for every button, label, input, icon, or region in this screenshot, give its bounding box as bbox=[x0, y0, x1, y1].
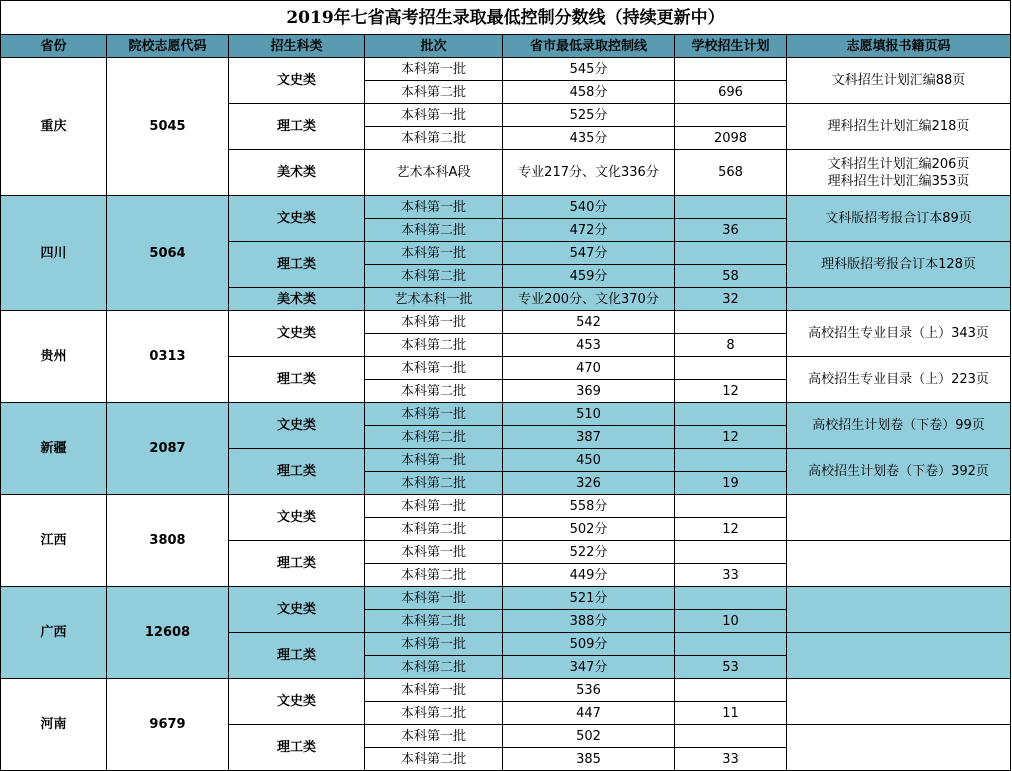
school-code: 3808 bbox=[107, 495, 229, 587]
column-header: 省份 bbox=[0, 35, 107, 58]
province-name: 重庆 bbox=[0, 58, 107, 196]
score-cell: 专业200分、文化370分 bbox=[503, 288, 675, 311]
school-code: 0313 bbox=[107, 311, 229, 403]
plan-cell bbox=[675, 58, 787, 81]
plan-cell: 12 bbox=[675, 380, 787, 403]
plan-cell: 11 bbox=[675, 702, 787, 725]
category-name: 文史类 bbox=[229, 58, 365, 104]
book-page-line: 高校招生计划卷（下卷）99页 bbox=[812, 418, 985, 433]
score-cell: 509分 bbox=[503, 633, 675, 656]
score-cell: 502分 bbox=[503, 518, 675, 541]
category-name: 理工类 bbox=[229, 449, 365, 495]
category-name: 理工类 bbox=[229, 633, 365, 679]
school-code: 5064 bbox=[107, 196, 229, 311]
school-code: 2087 bbox=[107, 403, 229, 495]
batch-cell: 本科第一批 bbox=[365, 104, 503, 127]
book-page-cell bbox=[787, 495, 1011, 541]
batch-cell: 本科第二批 bbox=[365, 265, 503, 288]
book-page-cell bbox=[787, 311, 1011, 357]
batch-cell: 本科第二批 bbox=[365, 334, 503, 357]
score-cell: 521分 bbox=[503, 587, 675, 610]
book-page-line: 高校招生计划卷（下卷）392页 bbox=[808, 464, 989, 479]
column-header: 批次 bbox=[365, 35, 503, 58]
score-cell: 472分 bbox=[503, 219, 675, 242]
book-page-cell bbox=[787, 196, 1011, 242]
batch-cell: 本科第一批 bbox=[365, 58, 503, 81]
score-cell: 专业217分、文化336分 bbox=[503, 150, 675, 196]
column-header: 省市最低录取控制线 bbox=[503, 35, 675, 58]
province-name: 新疆 bbox=[0, 403, 107, 495]
book-page-cell bbox=[787, 357, 1011, 403]
batch-cell: 本科第二批 bbox=[365, 219, 503, 242]
plan-cell: 12 bbox=[675, 426, 787, 449]
book-page-line: 高校招生专业目录（上）343页 bbox=[808, 326, 989, 341]
school-code: 12608 bbox=[107, 587, 229, 679]
score-cell: 547分 bbox=[503, 242, 675, 265]
plan-cell bbox=[675, 357, 787, 380]
book-page-cell bbox=[787, 150, 1011, 196]
plan-cell: 2098 bbox=[675, 127, 787, 150]
score-cell: 326 bbox=[503, 472, 675, 495]
score-cell: 449分 bbox=[503, 564, 675, 587]
batch-cell: 本科第一批 bbox=[365, 242, 503, 265]
category-name: 美术类 bbox=[229, 288, 365, 311]
batch-cell: 本科第二批 bbox=[365, 610, 503, 633]
batch-cell: 本科第二批 bbox=[365, 426, 503, 449]
table-title: 2019年七省高考招生录取最低控制分数线（持续更新中） bbox=[0, 0, 1011, 35]
batch-cell: 本科第二批 bbox=[365, 127, 503, 150]
score-cell: 453 bbox=[503, 334, 675, 357]
batch-cell: 本科第二批 bbox=[365, 472, 503, 495]
plan-cell: 33 bbox=[675, 564, 787, 587]
plan-cell: 33 bbox=[675, 748, 787, 771]
score-cell: 388分 bbox=[503, 610, 675, 633]
column-header: 学校招生计划 bbox=[675, 35, 787, 58]
book-page-cell bbox=[787, 242, 1011, 288]
batch-cell: 本科第一批 bbox=[365, 311, 503, 334]
book-page-cell bbox=[787, 288, 1011, 311]
plan-cell bbox=[675, 311, 787, 334]
score-cell: 450 bbox=[503, 449, 675, 472]
score-cell: 536 bbox=[503, 679, 675, 702]
batch-cell: 本科第二批 bbox=[365, 702, 503, 725]
batch-cell: 本科第二批 bbox=[365, 518, 503, 541]
book-page-line: 理科招生计划汇编353页 bbox=[827, 173, 970, 189]
column-header: 院校志愿代码 bbox=[107, 35, 229, 58]
book-page-line: 高校招生专业目录（上）223页 bbox=[808, 372, 989, 387]
category-name: 理工类 bbox=[229, 357, 365, 403]
book-page-line: 文科版招考报合订本89页 bbox=[825, 211, 972, 226]
batch-cell: 本科第一批 bbox=[365, 449, 503, 472]
batch-cell: 本科第二批 bbox=[365, 656, 503, 679]
province-name: 广西 bbox=[0, 587, 107, 679]
province-name: 四川 bbox=[0, 196, 107, 311]
score-cell: 502 bbox=[503, 725, 675, 748]
score-cell: 522分 bbox=[503, 541, 675, 564]
book-page-cell bbox=[787, 104, 1011, 150]
plan-cell: 568 bbox=[675, 150, 787, 196]
plan-cell bbox=[675, 587, 787, 610]
plan-cell bbox=[675, 633, 787, 656]
category-name: 理工类 bbox=[229, 104, 365, 150]
category-name: 文史类 bbox=[229, 587, 365, 633]
book-page-line: 理科招生计划汇编218页 bbox=[827, 119, 970, 134]
category-name: 理工类 bbox=[229, 242, 365, 288]
column-header: 招生科类 bbox=[229, 35, 365, 58]
column-header: 志愿填报书籍页码 bbox=[787, 35, 1011, 58]
score-cell: 387 bbox=[503, 426, 675, 449]
plan-cell: 696 bbox=[675, 81, 787, 104]
province-name: 河南 bbox=[0, 679, 107, 771]
score-cell: 545分 bbox=[503, 58, 675, 81]
plan-cell: 19 bbox=[675, 472, 787, 495]
plan-cell bbox=[675, 679, 787, 702]
plan-cell: 32 bbox=[675, 288, 787, 311]
batch-cell: 本科第一批 bbox=[365, 357, 503, 380]
book-page-cell bbox=[787, 587, 1011, 633]
plan-cell bbox=[675, 104, 787, 127]
category-name: 文史类 bbox=[229, 403, 365, 449]
plan-cell: 12 bbox=[675, 518, 787, 541]
score-cell: 510 bbox=[503, 403, 675, 426]
batch-cell: 本科第二批 bbox=[365, 81, 503, 104]
score-cell: 540分 bbox=[503, 196, 675, 219]
score-cell: 385 bbox=[503, 748, 675, 771]
school-code: 5045 bbox=[107, 58, 229, 196]
plan-cell bbox=[675, 725, 787, 748]
plan-cell: 8 bbox=[675, 334, 787, 357]
book-page-line: 文科招生计划汇编206页 bbox=[827, 156, 970, 172]
plan-cell bbox=[675, 495, 787, 518]
category-name: 文史类 bbox=[229, 196, 365, 242]
plan-cell bbox=[675, 541, 787, 564]
plan-cell bbox=[675, 449, 787, 472]
batch-cell: 本科第二批 bbox=[365, 748, 503, 771]
province-name: 江西 bbox=[0, 495, 107, 587]
book-page-cell bbox=[787, 679, 1011, 725]
book-page-cell bbox=[787, 725, 1011, 771]
batch-cell: 本科第一批 bbox=[365, 633, 503, 656]
province-name: 贵州 bbox=[0, 311, 107, 403]
book-page-cell bbox=[787, 541, 1011, 587]
batch-cell: 本科第一批 bbox=[365, 495, 503, 518]
score-cell: 459分 bbox=[503, 265, 675, 288]
score-cell: 369 bbox=[503, 380, 675, 403]
batch-cell: 本科第一批 bbox=[365, 725, 503, 748]
batch-cell: 本科第一批 bbox=[365, 196, 503, 219]
batch-cell: 本科第二批 bbox=[365, 380, 503, 403]
book-page-cell bbox=[787, 403, 1011, 449]
book-page-cell bbox=[787, 449, 1011, 495]
batch-cell: 本科第一批 bbox=[365, 679, 503, 702]
plan-cell: 58 bbox=[675, 265, 787, 288]
book-page-cell bbox=[787, 58, 1011, 104]
score-cell: 447 bbox=[503, 702, 675, 725]
category-name: 文史类 bbox=[229, 679, 365, 725]
plan-cell bbox=[675, 196, 787, 219]
plan-cell: 53 bbox=[675, 656, 787, 679]
batch-cell: 本科第一批 bbox=[365, 587, 503, 610]
batch-cell: 艺术本科A段 bbox=[365, 150, 503, 196]
batch-cell: 本科第一批 bbox=[365, 403, 503, 426]
school-code: 9679 bbox=[107, 679, 229, 771]
category-name: 文史类 bbox=[229, 311, 365, 357]
plan-cell bbox=[675, 242, 787, 265]
plan-cell: 36 bbox=[675, 219, 787, 242]
plan-cell: 10 bbox=[675, 610, 787, 633]
score-cell: 558分 bbox=[503, 495, 675, 518]
book-page-cell bbox=[787, 633, 1011, 679]
score-cell: 542 bbox=[503, 311, 675, 334]
batch-cell: 艺术本科一批 bbox=[365, 288, 503, 311]
category-name: 美术类 bbox=[229, 150, 365, 196]
plan-cell bbox=[675, 403, 787, 426]
batch-cell: 本科第一批 bbox=[365, 541, 503, 564]
book-page-line: 文科招生计划汇编88页 bbox=[831, 73, 966, 88]
batch-cell: 本科第二批 bbox=[365, 564, 503, 587]
category-name: 理工类 bbox=[229, 541, 365, 587]
score-cell: 435分 bbox=[503, 127, 675, 150]
category-name: 理工类 bbox=[229, 725, 365, 771]
book-page-line: 理科版招考报合订本128页 bbox=[821, 257, 976, 272]
category-name: 文史类 bbox=[229, 495, 365, 541]
score-cell: 470 bbox=[503, 357, 675, 380]
score-cell: 347分 bbox=[503, 656, 675, 679]
score-cell: 458分 bbox=[503, 81, 675, 104]
score-cell: 525分 bbox=[503, 104, 675, 127]
